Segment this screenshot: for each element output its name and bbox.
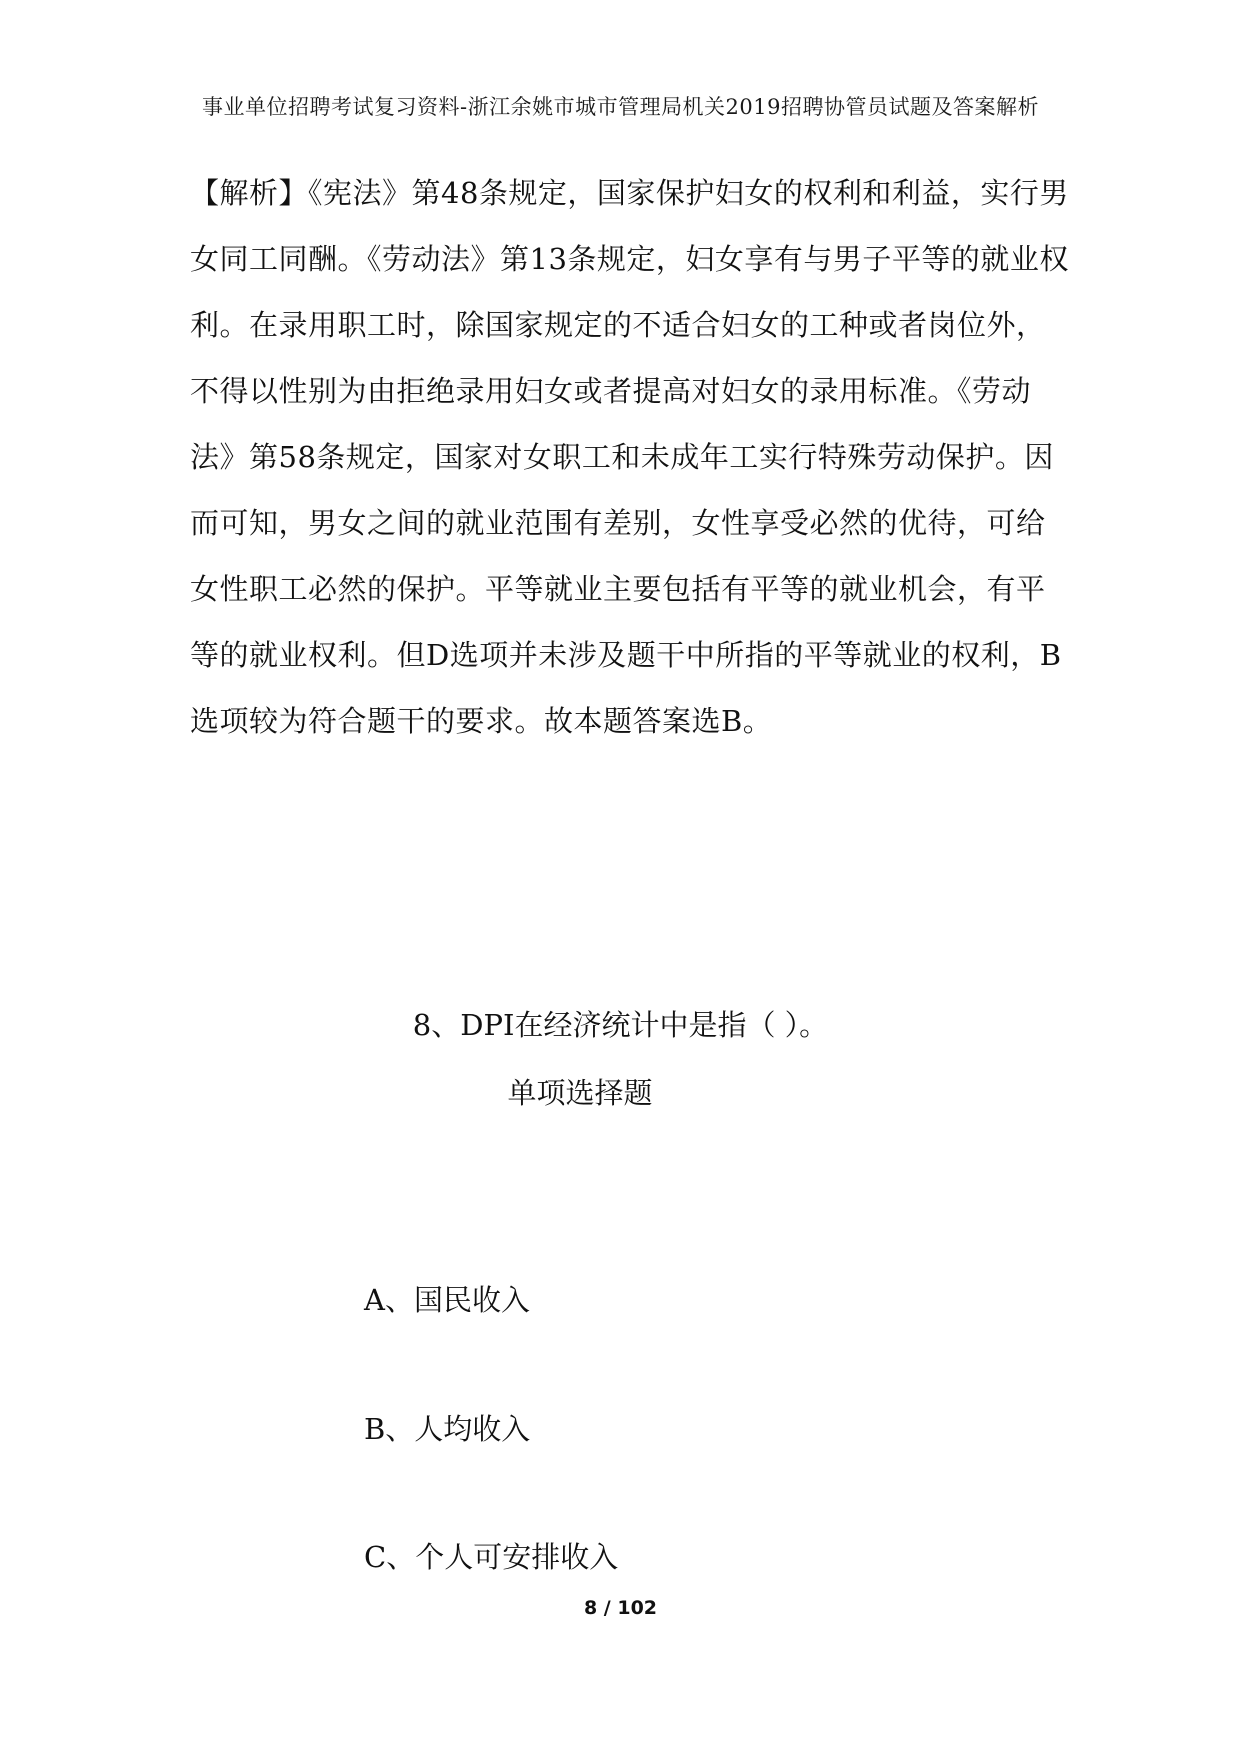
question-title: 8、DPI在经济统计中是指（ ）。	[412, 1008, 829, 1042]
question-type: 单项选择题	[507, 1076, 653, 1110]
analysis-paragraph: 【解析】《宪法》第48条规定，国家保护妇女的权利和利益，实行男女同工同酬。《劳动法》第13条规定，妇女享有与男子平等的就业权利。在录用职工时，除国家规定的不适合妇女的工种或者岗位外，不得以性别为由拒绝录用妇女或者提高对妇女的录用标准。《劳动法》第58条规定，国家对女职工和未成年工实行特殊劳动保护。因而可知，男女之间的就业范围有差别，女性享受必然的优待，可给女性职工必然的保护。平等就业主要包括有平等的就业机会，有平等的就业权利。但D选项并未涉及题干中所指的平等就业的权利，B选项较为符合题干的要求。故本题答案选B。	[190, 176, 1069, 738]
option-a: A、国民收入	[364, 1283, 530, 1317]
page-header-title: 事业单位招聘考试复习资料-浙江余姚市城市管理局机关2019招聘协管员试题及答案解析	[201, 95, 1040, 119]
option-c: C、个人可安排收入	[364, 1540, 619, 1574]
option-b: B、人均收入	[364, 1412, 531, 1446]
page-number: 8 / 102	[583, 1597, 658, 1619]
